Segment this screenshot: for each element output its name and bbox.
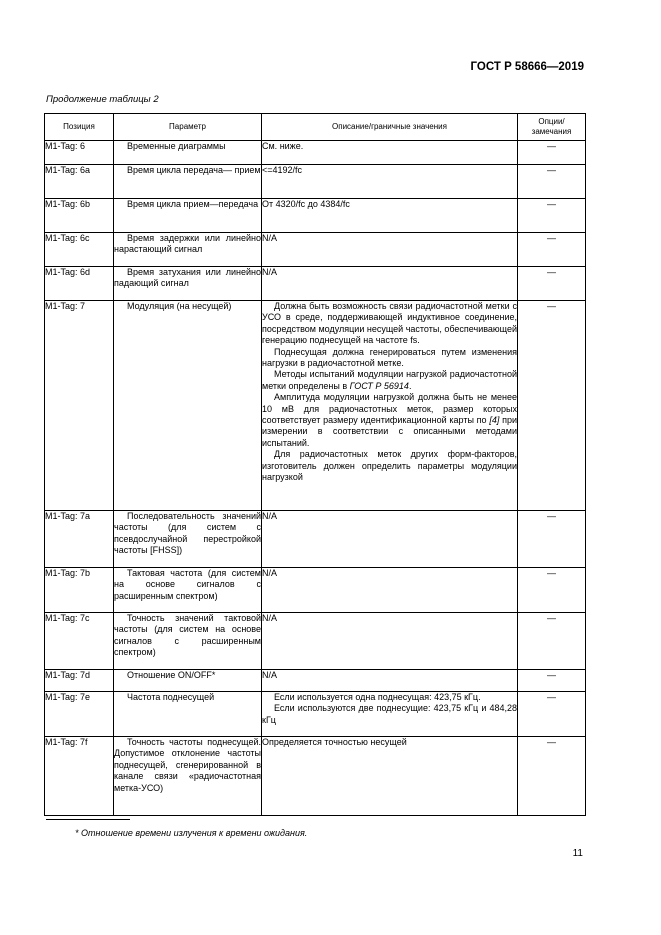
column-header-description: Описание/граничные значения (262, 114, 518, 141)
cell-position: M1-Tag: 7a (45, 511, 114, 568)
page-number: 11 (572, 848, 583, 859)
cell-description: N/A (262, 670, 518, 692)
cell-parameter: Последовательность значений частоты (для систем с псевдослучайной перестройкой частоты [FHSS]) (114, 511, 262, 568)
cell-description: N/A (262, 511, 518, 568)
footnote-divider (46, 819, 130, 820)
cell-note: — (518, 233, 586, 267)
description-paragraph: Амплитуда модуляции нагрузкой должна быть не менее 10 мВ для радиочастотных меток, размер которых соответствует размеру идентификационной карты по [4] при измерении в соответствии с описанными методами испытаний. (262, 392, 517, 448)
cell-description: Если используется одна поднесущая: 423,75 кГц. Если используются две поднесущие: 423,75 кГц и 484,28 кГц (262, 692, 518, 737)
table-caption: Продолжение таблицы 2 (46, 94, 159, 105)
cell-position: M1-Tag: 7c (45, 613, 114, 670)
cell-note: — (518, 670, 586, 692)
table-row (45, 165, 586, 199)
footnote: * Отношение времени излучения к времени ожидания. (75, 828, 308, 838)
table-row (45, 233, 586, 267)
cell-description: От 4320/fc до 4384/fc (262, 199, 518, 233)
cell-parameter: Время задержки или линейно нарастающий сигнал (114, 233, 262, 267)
cell-description: <=4192/fc (262, 165, 518, 199)
table-row (45, 737, 586, 816)
cell-note: — (518, 613, 586, 670)
cell-note: — (518, 301, 586, 511)
cell-note: — (518, 511, 586, 568)
standard-reference: ГОСТ Р 56914 (349, 380, 409, 391)
cell-position: M1-Tag: 7b (45, 568, 114, 613)
table-row (45, 141, 586, 165)
column-header-options: Опции/ замечания (518, 114, 586, 141)
spec-table (44, 113, 586, 816)
column-header-position: Позиция (45, 114, 114, 141)
cell-parameter: Время цикла прием—передача (114, 199, 262, 233)
table-row (45, 670, 586, 692)
column-header-parameter: Параметр (114, 114, 262, 141)
cell-note: — (518, 737, 586, 816)
table-header-row (45, 114, 586, 141)
cell-note: — (518, 141, 586, 165)
cell-parameter: Время цикла передача— прием (114, 165, 262, 199)
cell-position: M1-Tag: 6c (45, 233, 114, 267)
cell-parameter: Модуляция (на несущей) (114, 301, 262, 511)
cell-parameter: Точность значений тактовой частоты (для систем на основе сигналов с расширенным спектром) (114, 613, 262, 670)
table-row (45, 267, 586, 301)
cell-description: См. ниже. (262, 141, 518, 165)
cell-note: — (518, 199, 586, 233)
cell-position: M1-Tag: 6a (45, 165, 114, 199)
cell-parameter: Частота поднесущей (114, 692, 262, 737)
bibliography-reference: [4] (489, 415, 500, 426)
cell-description: N/A (262, 613, 518, 670)
cell-position: M1-Tag: 7d (45, 670, 114, 692)
cell-description: N/A (262, 233, 518, 267)
cell-position: M1-Tag: 6 (45, 141, 114, 165)
table-row (45, 199, 586, 233)
table-row (45, 568, 586, 613)
cell-position: M1-Tag: 6d (45, 267, 114, 301)
cell-parameter: Тактовая частота (для систем на основе сигналов с расширенным спектром) (114, 568, 262, 613)
table-row (45, 511, 586, 568)
cell-note: — (518, 165, 586, 199)
cell-parameter: Время затухания или линейно падающий сигнал (114, 267, 262, 301)
cell-note: — (518, 267, 586, 301)
cell-description: Определяется точностью несущей (262, 737, 518, 816)
cell-position: M1-Tag: 7 (45, 301, 114, 511)
cell-description: N/A (262, 267, 518, 301)
description-paragraph: Поднесущая должна генерироваться путем изменения нагрузки в радиочастотной метке. (262, 346, 517, 369)
table-row (45, 692, 586, 737)
cell-parameter: Точность частоты поднесущей. Допустимое отклонение частоты поднесущей, сгенерированной в канале связи «радиочастотная метка-УСО) (114, 737, 262, 816)
cell-description (262, 301, 518, 511)
table-row (45, 301, 586, 511)
cell-note: — (518, 568, 586, 613)
cell-position: M1-Tag: 6b (45, 199, 114, 233)
cell-note: — (518, 692, 586, 737)
description-paragraph: Должна быть возможность связи радиочастотной метки с УСО в среде, поддерживающей индуктивное соединение, посредством модуляции несущей частоты, обеспечивающей генерацию поднесущей на частоте fs. (262, 301, 517, 346)
description-paragraph: Методы испытаний модуляции нагрузкой радиочастотной метки определены в ГОСТ Р 56914. (262, 369, 517, 391)
table-row (45, 613, 586, 670)
cell-description: N/A (262, 568, 518, 613)
description-paragraph: Для радиочастотных меток других форм-факторов, изготовитель должен определить параметры модуляции нагрузкой (262, 449, 517, 483)
cell-position: M1-Tag: 7e (45, 692, 114, 737)
document-id: ГОСТ Р 58666—2019 (470, 61, 584, 73)
cell-parameter: Временные диаграммы (114, 141, 262, 165)
cell-position: M1-Tag: 7f (45, 737, 114, 816)
cell-parameter: Отношение ON/OFF* (114, 670, 262, 692)
